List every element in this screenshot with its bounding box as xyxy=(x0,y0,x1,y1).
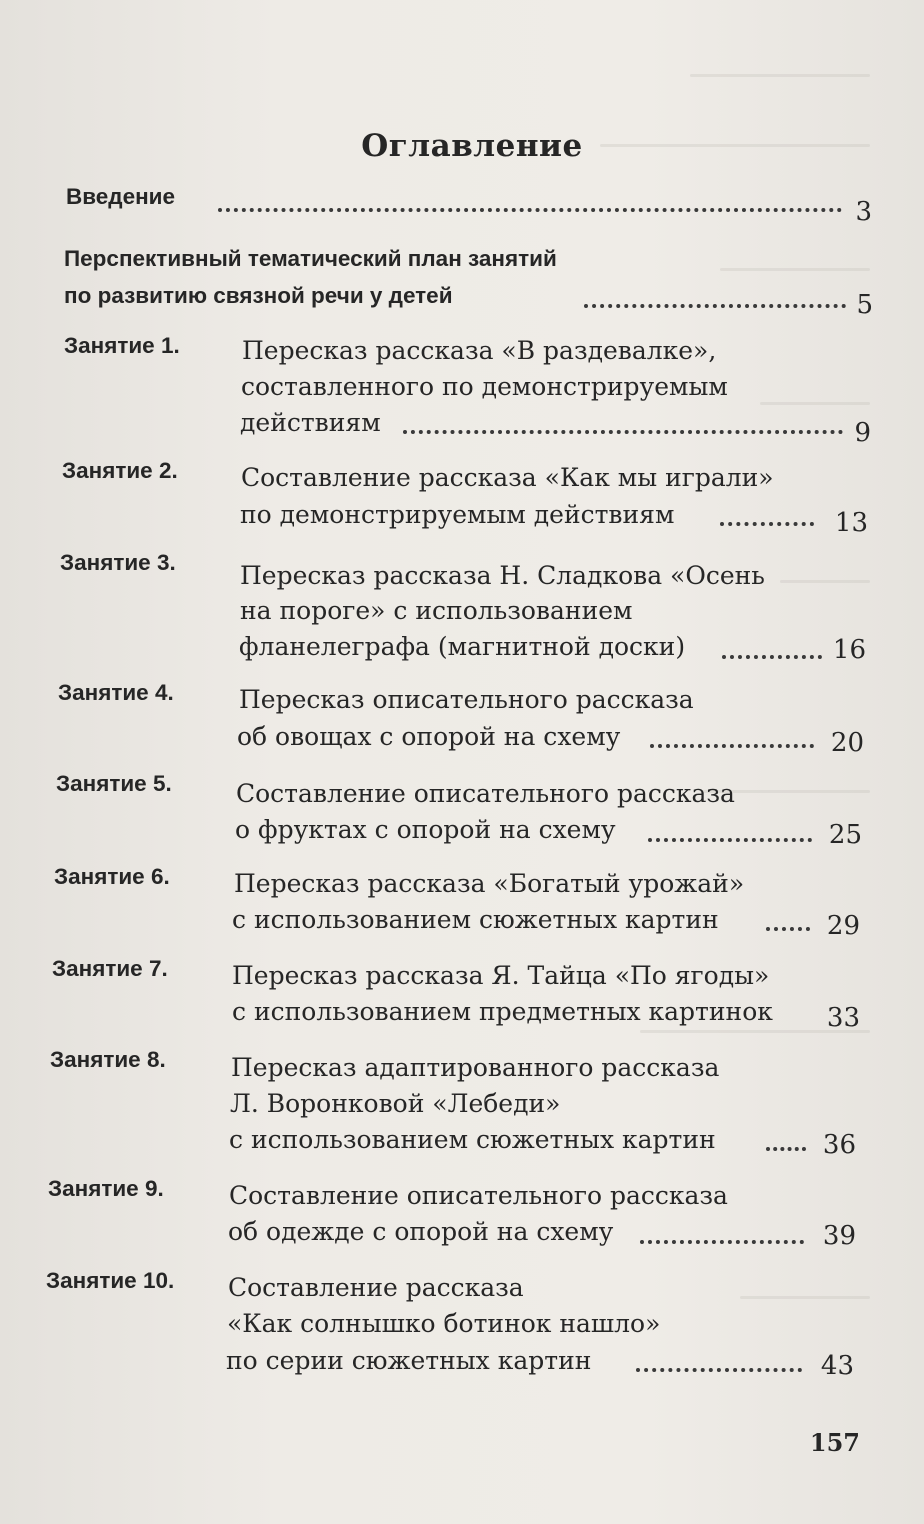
toc-entry-title-line: Составление описательного рассказа xyxy=(229,1181,728,1210)
toc-page-number: 25 xyxy=(828,820,862,850)
toc-entry-title-line: составленного по демонстрируемым xyxy=(241,372,728,401)
toc-entry-label: Занятие 5. xyxy=(56,771,172,796)
toc-entry-label: Введение xyxy=(66,184,176,209)
leader-dots xyxy=(584,304,846,308)
toc-entry-title-line: Пересказ рассказа Н. Сладкова «Осень xyxy=(240,561,765,590)
show-through-line xyxy=(780,580,870,583)
toc-entry-title-line: на пороге» с использованием xyxy=(240,596,633,625)
toc-entry-title-line: Пересказ описательного рассказа xyxy=(239,685,694,714)
show-through-line xyxy=(740,1296,870,1299)
toc-page-number: 20 xyxy=(830,728,864,758)
toc-entry-label: Занятие 1. xyxy=(64,333,180,358)
show-through-line xyxy=(720,268,870,271)
toc-page-number: 3 xyxy=(855,197,872,227)
toc-entry-title-line: по развитию связной речи у детей xyxy=(64,283,453,308)
toc-entry-title-line: по серии сюжетных картин xyxy=(226,1346,592,1375)
toc-page-number: 13 xyxy=(834,508,868,538)
leader-dots xyxy=(218,208,842,212)
leader-dots xyxy=(403,430,843,434)
toc-entry-title-line: о фруктах с опорой на схему xyxy=(235,815,616,844)
toc-page-number: 9 xyxy=(854,418,871,448)
toc-entry-label: Занятие 7. xyxy=(52,956,168,981)
toc-entry-title-line: Пересказ адаптированного рассказа xyxy=(231,1053,720,1082)
toc-page-number: 33 xyxy=(826,1003,860,1033)
toc-entry-title-line: с использованием предметных картинок xyxy=(232,997,773,1026)
toc-entry-title-line: «Как солнышко ботинок нашло» xyxy=(227,1309,661,1338)
toc-page-number: 43 xyxy=(820,1351,854,1381)
toc-entry-title-line: действиям xyxy=(240,408,381,437)
toc-entry-label: Занятие 2. xyxy=(62,458,178,483)
page-number: 157 xyxy=(809,1428,860,1457)
toc-entry-title-line: Составление рассказа «Как мы играли» xyxy=(241,463,774,492)
leader-dots xyxy=(650,744,814,748)
toc-entry-title-line: об овощах с опорой на схему xyxy=(237,722,621,751)
leader-dots xyxy=(636,1368,802,1372)
toc-entry-title-line: Составление рассказа xyxy=(228,1273,524,1302)
toc-page-number: 36 xyxy=(822,1130,856,1160)
leader-dots xyxy=(640,1240,804,1244)
leader-dots xyxy=(720,522,814,526)
toc-entry-label: Занятие 9. xyxy=(48,1176,164,1201)
toc-entry-label: Занятие 4. xyxy=(58,680,174,705)
toc-entry-title-line: с использованием сюжетных картин xyxy=(229,1125,716,1154)
toc-entry-title-line: об одежде с опорой на схему xyxy=(228,1217,614,1246)
toc-entry-label: Занятие 8. xyxy=(50,1047,166,1072)
toc-entry-title-line: Пересказ рассказа «В раздевалке», xyxy=(242,336,717,365)
toc-entry-title-line: фланелеграфа (магнитной доски) xyxy=(239,632,686,661)
page-title: Оглавление xyxy=(361,128,583,164)
toc-entry-title-line: Л. Воронковой «Лебеди» xyxy=(230,1089,561,1118)
toc-entry-title-line: по демонстрируемым действиям xyxy=(240,500,675,529)
toc-entry-label: Занятие 3. xyxy=(60,550,176,575)
toc-entry-title-line: Пересказ рассказа Я. Тайца «По ягоды» xyxy=(232,961,770,990)
toc-page-number: 29 xyxy=(826,911,860,941)
toc-entry-title-line: с использованием сюжетных картин xyxy=(232,905,719,934)
toc-entry-title-line: Составление описательного рассказа xyxy=(236,779,735,808)
show-through-line xyxy=(690,74,870,77)
toc-page-number: 5 xyxy=(856,290,873,320)
leader-dots xyxy=(648,838,812,842)
toc-page-number: 16 xyxy=(832,635,866,665)
show-through-line xyxy=(760,402,870,405)
toc-entry-title-line: Перспективный тематический план занятий xyxy=(64,246,557,271)
toc-entry-label: Занятие 6. xyxy=(54,864,170,889)
toc-entry-label: Занятие 10. xyxy=(46,1268,175,1293)
toc-page-number: 39 xyxy=(822,1221,856,1251)
toc-entry-title-line: Пересказ рассказа «Богатый урожай» xyxy=(234,869,745,898)
